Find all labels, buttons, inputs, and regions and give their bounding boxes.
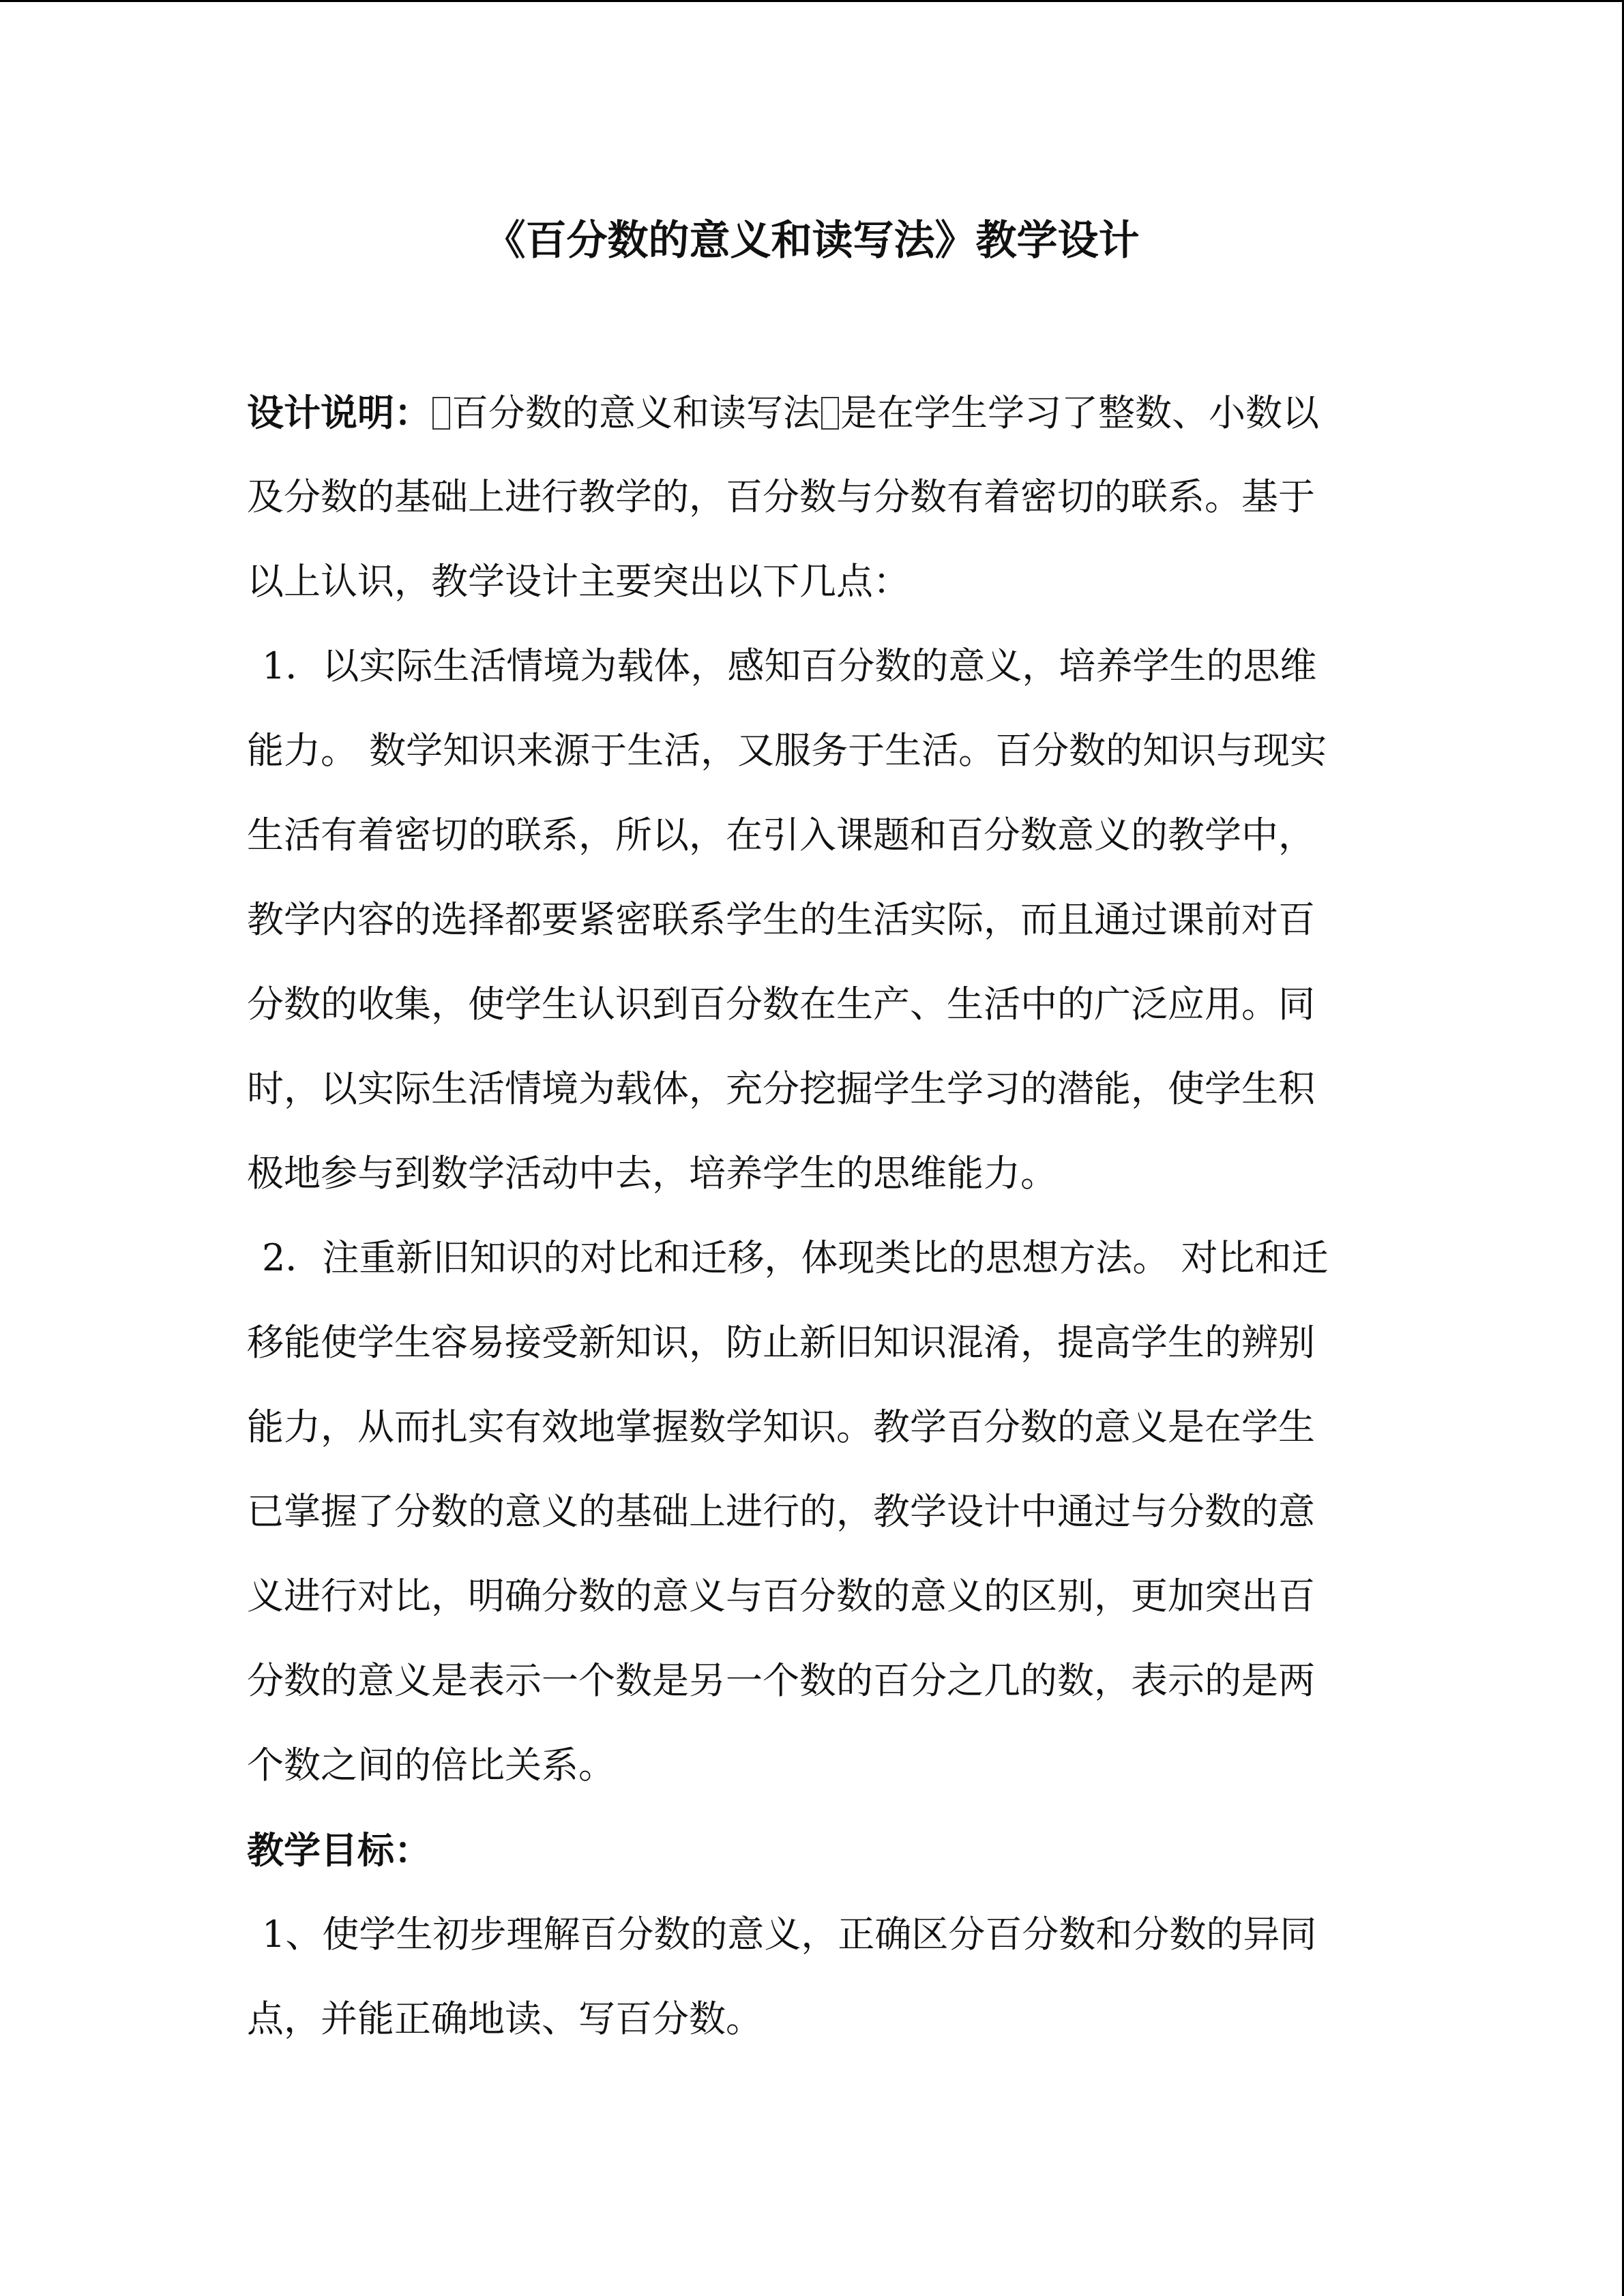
design-note-line-1 [247, 370, 1386, 455]
point-2-line-2: 移能使学生容易接受新知识，防止新旧知识混淆，提高学生的辨别 [247, 1321, 1315, 1364]
point-1-line-1: 1．以实际生活情境为载体，感知百分数的意义，培养学生的思维 [262, 644, 1317, 687]
design-note-text-a: 百分数的意义和读写法 [452, 391, 820, 434]
missing-glyph-box [432, 397, 450, 430]
point-1-line-6: 时，以实际生活情境为载体，充分挖掘学生学习的潜能，使学生积 [247, 1067, 1315, 1110]
goals-heading: 教学目标： [247, 1828, 431, 1872]
design-note-text-b: 是在学生学习了整数、小数以 [840, 391, 1319, 434]
document-body [247, 370, 1386, 2061]
point-2-line-4: 已掌握了分数的意义的基础上进行的，教学设计中通过与分数的意 [247, 1490, 1315, 1533]
point-1-line-5: 分数的收集，使学生认识到百分数在生产、生活中的广泛应用。同 [247, 983, 1315, 1026]
document-title: 《百分数的意义和读写法》教学设计 [484, 217, 1140, 265]
design-note-line-3: 以上认识，教学设计主要突出以下几点： [247, 560, 910, 603]
point-1-line-3: 生活有着密切的联系，所以，在引入课题和百分数意义的教学中， [247, 814, 1315, 856]
goal-1-line-1: 1、使学生初步理解百分数的意义，正确区分百分数和分数的异同 [262, 1913, 1317, 1956]
point-1-line-4: 教学内容的选择都要紧密联系学生的生活实际，而且通过课前对百 [247, 898, 1315, 941]
design-note-label: 设计说明： [247, 391, 431, 434]
point-2-line-1: 2．注重新旧知识的对比和迁移，体现类比的思想方法。 对比和迁 [262, 1236, 1329, 1279]
point-1-line-7: 极地参与到数学活动中去，培养学生的思维能力。 [247, 1152, 1057, 1195]
design-note-line-2: 及分数的基础上进行教学的，百分数与分数有着密切的联系。基于 [247, 475, 1315, 518]
point-2-line-3: 能力，从而扎实有效地掌握数学知识。教学百分数的意义是在学生 [247, 1405, 1315, 1448]
point-2-line-5: 义进行对比，明确分数的意义与百分数的意义的区别，更加突出百 [247, 1575, 1315, 1617]
point-2-line-7: 个数之间的倍比关系。 [247, 1744, 615, 1787]
goal-1-line-2: 点，并能正确地读、写百分数。 [247, 1997, 763, 2040]
point-1-line-2: 能力。 数学知识来源于生活，又服务于生活。百分数的知识与现实 [247, 729, 1327, 772]
missing-glyph-box [821, 397, 839, 430]
point-2-line-6: 分数的意义是表示一个数是另一个数的百分之几的数，表示的是两 [247, 1659, 1315, 1702]
